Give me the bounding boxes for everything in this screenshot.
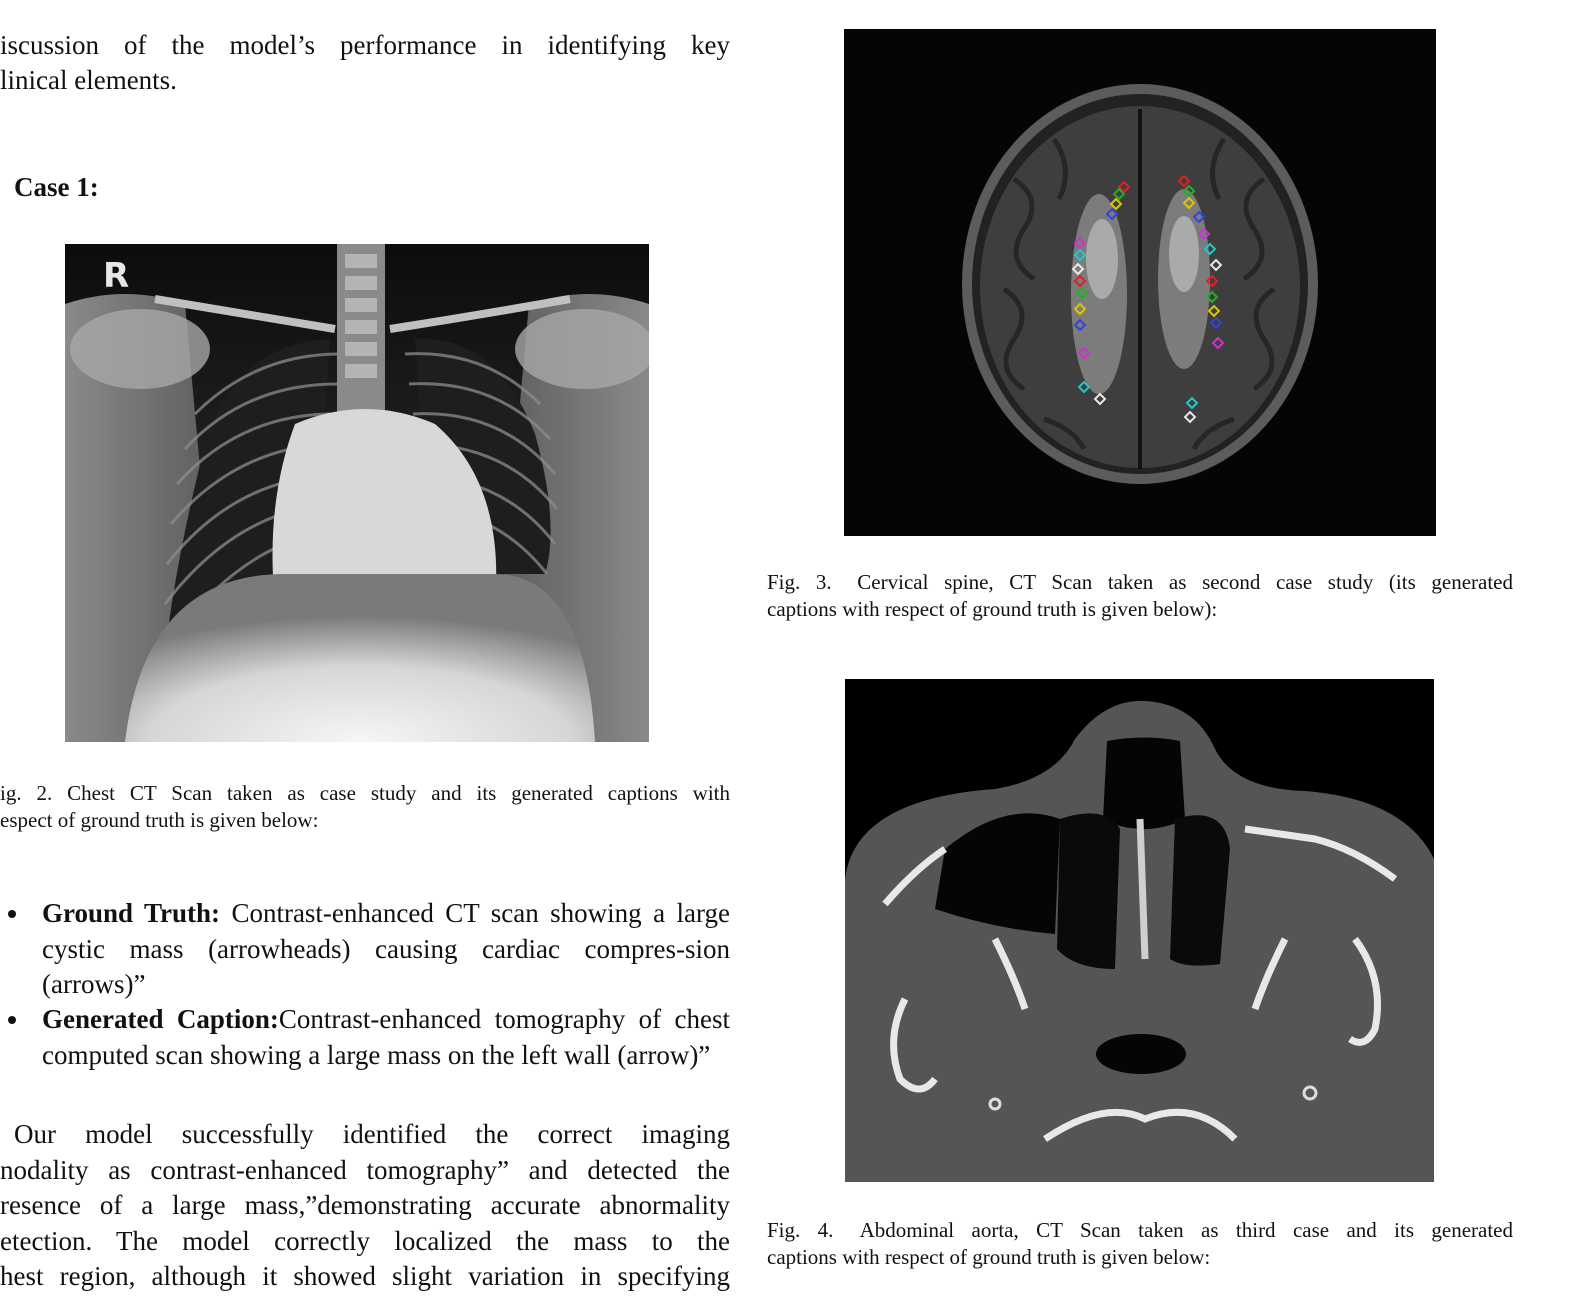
fig3-caption-line-2: captions with respect of ground truth is given below): [767, 597, 1218, 621]
paragraph-line: resence of a large mass,”demonstrating accurate abnormality [0, 1190, 730, 1220]
fig2-caption-line-2: espect of ground truth is given below: [0, 808, 319, 832]
paragraph-line: Our model successfully identified the correct imaging [14, 1119, 730, 1149]
ground-truth-label: Ground Truth: [42, 898, 220, 928]
chest-xray-graphic [65, 244, 649, 742]
intro-line-1: iscussion of the model’s performance in identifying key [0, 30, 730, 60]
axial-ct-image [845, 679, 1434, 1182]
generated-caption-item [8, 1002, 730, 1108]
fig4-caption-line-2: captions with respect of ground truth is given below: [767, 1245, 1211, 1269]
caption-comparison-list [8, 896, 730, 1108]
axial-ct-graphic [845, 679, 1434, 1182]
fig4-caption-text: Abdominal aorta, CT Scan taken as third case and its generated [859, 1218, 1514, 1242]
ground-truth-text: Contrast-enhanced CT scan showing a large cystic mass (arrowheads) causing cardiac compres-sion (arrows)” [42, 898, 730, 999]
generated-caption-text: Contrast-enhanced tomography of chest computed scan showing a large mass on the left wall (arrow)” [42, 1004, 730, 1070]
analysis-paragraph [0, 1117, 730, 1295]
xray-side-marker: R [103, 256, 130, 296]
paragraph-line: etection. The model correctly localized the mass to the [0, 1225, 730, 1256]
brain-scan-graphic [844, 29, 1436, 536]
case-heading: Case 1: [14, 172, 99, 202]
chest-xray-image [65, 244, 649, 742]
ground-truth-item [8, 896, 730, 1002]
intro-line-2: linical elements. [0, 65, 177, 95]
fig3-caption-line-1 [767, 569, 1513, 596]
fig4-label: Fig. 4. [767, 1218, 834, 1242]
bullet-dot-icon [8, 1016, 16, 1024]
paragraph-line: nodality as contrast-enhanced tomography” and detected the [0, 1154, 730, 1185]
generated-caption-label: Generated Caption: [42, 1004, 279, 1034]
fig4-caption-line-1 [767, 1217, 1513, 1244]
paragraph-line: hest region, although it showed slight variation in specifying [0, 1261, 730, 1291]
brain-scan-image [844, 29, 1436, 536]
bullet-dot-icon [8, 910, 16, 918]
fig3-label: Fig. 3. [767, 570, 832, 594]
fig3-caption-text: Cervical spine, CT Scan taken as second case study (its generated [857, 570, 1514, 594]
fig2-caption-line-1: ig. 2. Chest CT Scan taken as case study and its generated captions with [0, 781, 730, 805]
